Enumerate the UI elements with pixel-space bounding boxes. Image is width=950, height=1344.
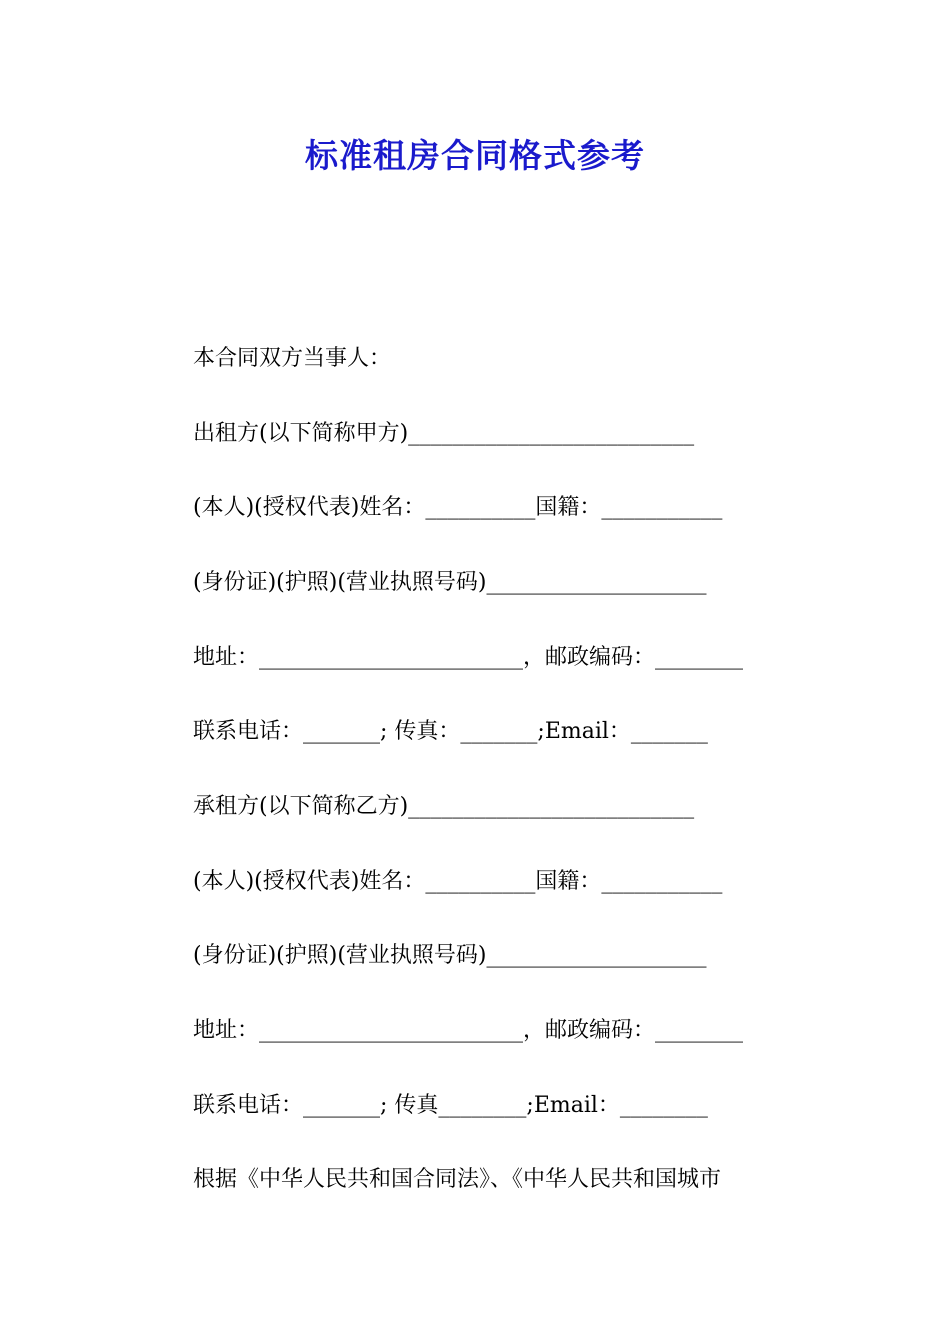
lessor-contact-line: 联系电话：_______; 传真：_______;Email：_______ <box>193 719 708 744</box>
legal-basis-line: 根据《中华人民共和国合同法》、《中华人民共和国城市 <box>193 1167 722 1192</box>
document-title: 标准租房合同格式参考 <box>305 136 645 175</box>
lessor-address-line: 地址：________________________，邮政编码：________ <box>193 645 744 670</box>
lessee-address-line: 地址：________________________，邮政编码：________ <box>193 1018 744 1043</box>
lessee-contact-line: 联系电话：_______; 传真________;Email：________ <box>193 1093 708 1118</box>
lessor-id-line: (身份证)(护照)(营业执照号码)____________________ <box>193 570 707 595</box>
lessor-line: 出租方(以下简称甲方)__________________________ <box>193 421 695 446</box>
lessee-name-nationality-line: (本人)(授权代表)姓名：__________国籍：___________ <box>193 869 723 894</box>
lessee-id-line: (身份证)(护照)(营业执照号码)____________________ <box>193 943 707 968</box>
parties-intro: 本合同双方当事人： <box>193 346 392 371</box>
lessee-line: 承租方(以下简称乙方)__________________________ <box>193 794 695 819</box>
lessor-name-nationality-line: (本人)(授权代表)姓名：__________国籍：___________ <box>193 495 723 520</box>
